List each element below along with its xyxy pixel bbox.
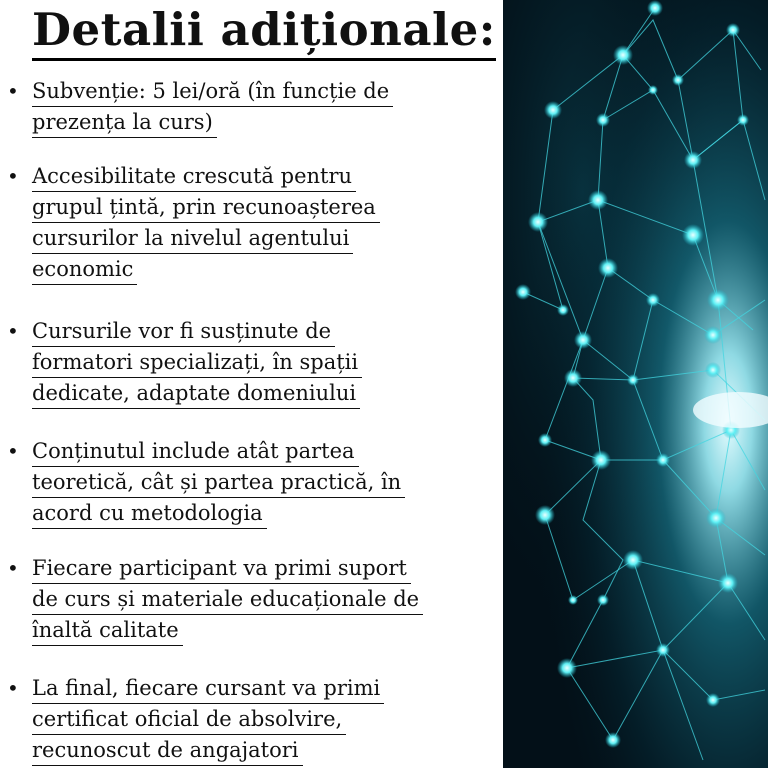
list-item-line: formatori specializați, în spații — [32, 347, 362, 378]
list-item-line: certificat oficial de absolvire, — [32, 704, 346, 735]
list-item-line: acord cu metodologia — [32, 498, 267, 529]
list-item-line: prezența la curs) — [32, 107, 217, 138]
list-item-line: înaltă calitate — [32, 615, 183, 646]
list-item-line: teoretică, cât și partea practică, în — [32, 467, 405, 498]
list-item-line: grupul țintă, prin recunoașterea — [32, 192, 380, 223]
list-item-line: Conținutul include atât partea — [32, 436, 359, 467]
network-graphic — [503, 0, 768, 768]
bullet-icon: • — [7, 439, 19, 463]
list-item-line: Subvenție: 5 lei/oră (în funcție de — [32, 76, 393, 107]
list-item-line: economic — [32, 254, 137, 285]
network-nodes-image — [503, 0, 768, 768]
list-item-line: Fiecare participant va primi suport — [32, 553, 411, 584]
bullet-icon: • — [7, 79, 19, 103]
list-item-line: Cursurile vor fi susținute de — [32, 316, 335, 347]
list-item-line: La final, fiecare cursant va primi — [32, 673, 384, 704]
bullet-icon: • — [7, 164, 19, 188]
bullet-icon: • — [7, 676, 19, 700]
list-item-line: dedicate, adaptate domeniului — [32, 378, 360, 409]
bullet-icon: • — [7, 556, 19, 580]
list-item-line: recunoscut de angajatori — [32, 735, 303, 766]
bullet-icon: • — [7, 319, 19, 343]
list-item-line: Accesibilitate crescută pentru — [32, 161, 356, 192]
list-item-line: cursurilor la nivelul agentului — [32, 223, 353, 254]
list-item-line: de curs și materiale educaționale de — [32, 584, 423, 615]
page-title: Detalii adiționale: — [32, 2, 496, 61]
